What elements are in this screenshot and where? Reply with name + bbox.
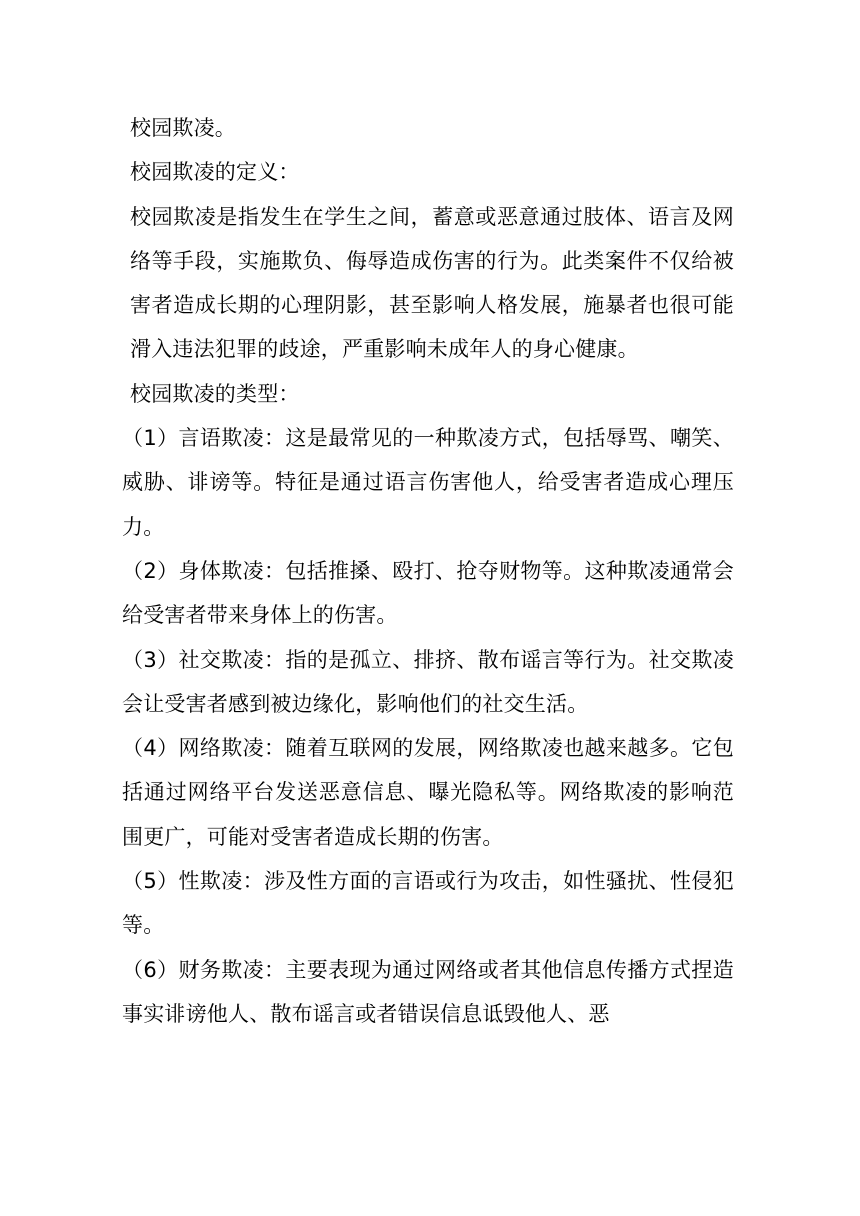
types-heading: 校园欺凌的类型：	[130, 381, 300, 406]
document-body	[122, 106, 734, 1036]
type-physical-bullying: （2）身体欺凌：包括推搡、殴打、抢夺财物等。这种欺凌通常会给受害者带来身体上的伤害。	[122, 558, 734, 628]
type-cyber-bullying: （4）网络欺凌：随着互联网的发展，网络欺凌也越来越多。它包括通过网络平台发送恶意信息、曝光隐私等。网络欺凌的影响范围更广，可能对受害者造成长期的伤害。	[122, 736, 734, 849]
definition-paragraph: 校园欺凌是指发生在学生之间，蓄意或恶意通过肢体、语言及网络等手段，实施欺负、侮辱造成伤害的行为。此类案件不仅给被害者造成长期的心理阴影，甚至影响人格发展，施暴者也很可能滑入违法犯罪的歧途，严重影响未成年人的身心健康。	[130, 204, 734, 362]
type-sexual-bullying: （5）性欺凌：涉及性方面的言语或行为攻击，如性骚扰、性侵犯等。	[122, 869, 734, 938]
type-financial-bullying: （6）财务欺凌：主要表现为通过网络或者其他信息传播方式捏造事实诽谤他人、散布谣言或者错误信息诋毁他人、恶	[122, 957, 734, 1026]
type-verbal-bullying: （1）言语欺凌：这是最常见的一种欺凌方式，包括辱骂、嘲笑、威胁、诽谤等。特征是通过语言伤害他人，给受害者造成心理压力。	[122, 426, 734, 539]
heading-campus-bullying: 校园欺凌。	[130, 116, 236, 140]
definition-heading: 校园欺凌的定义：	[130, 160, 300, 185]
type-social-bullying: （3）社交欺凌：指的是孤立、排挤、散布谣言等行为。社交欺凌会让受害者感到被边缘化，影响他们的社交生活。	[122, 647, 734, 716]
